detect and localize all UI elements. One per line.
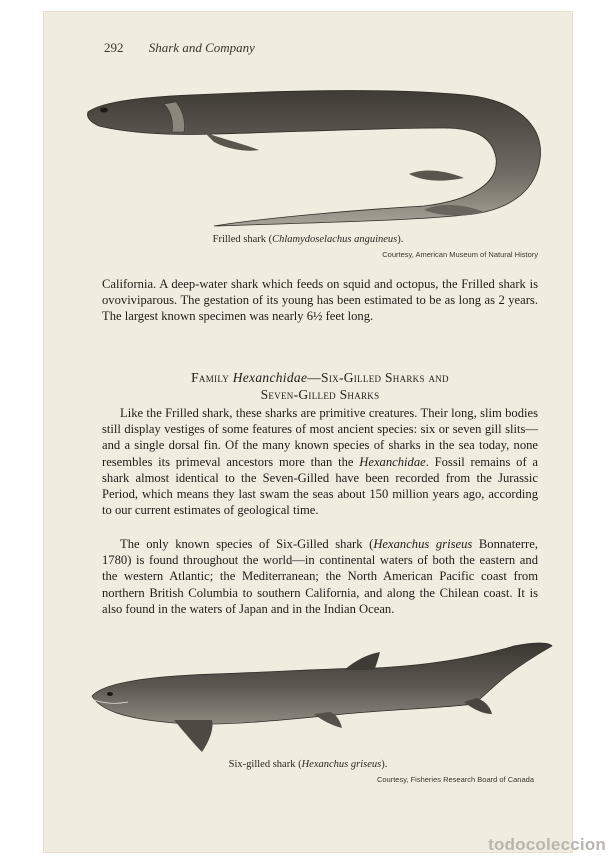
frilled-shark-caption: Frilled shark (Chlamydoselachus anguineus).: [212, 234, 404, 245]
paragraph-frilled-shark: California. A deep-water shark which feeds on squid and octopus, the Frilled shark is ovoviviparous. The gestation of its young has been estimated to be as long as 2 years. The largest known specimen was nearly 6½ feet long.: [102, 277, 538, 324]
section-title: Family Hexanchidae—Six-Gilled Sharks and Seven-Gilled Sharks: [191, 370, 449, 402]
frilled-shark-species: Chlamydoselachus anguineus: [272, 234, 398, 245]
frilled-shark-illustration: [44, 70, 572, 230]
page-number: 292: [104, 40, 124, 55]
page-header: [104, 40, 255, 56]
six-gilled-shark-caption: Six-gilled shark (Hexanchus griseus).: [228, 759, 388, 770]
watermark: todocoleccion: [488, 835, 606, 854]
six-gilled-shark-credit: Courtesy, Fisheries Research Board of Canada: [376, 775, 534, 784]
six-gilled-shark-species: Hexanchus griseus: [301, 759, 382, 770]
six-gilled-shark-illustration: [44, 624, 572, 754]
frilled-shark-credit: Courtesy, American Museum of Natural History: [382, 250, 538, 259]
paragraph-hexanchidae: Like the Frilled shark, these sharks are primitive creatures. Their long, slim bodies still display vestiges of some features of most ancient species: six or seven gill slits—and a single dorsal fin. Of the many known species of sharks in the sea today, none resembles its primeval ancestors more than the Hexanchidae. Fossil remains of a shark almost identical to the Seven-Gilled have been recorded from the Jurassic Period, which means they last swam the seas about 150 million years ago, according to our current estimates of geological time.: [102, 406, 539, 518]
paragraph-six-gilled: The only known species of Six-Gilled shark (Hexanchus griseus Bonnaterre, 1780) is found throughout the world—in continental waters of both the eastern and the western Atlantic; the Mediterranean; the North American Pacific coast from northern British Columbia to southern California, and along the Chilean coast. It is also found in the waters of Japan and in the Indian Ocean.: [102, 537, 538, 616]
book-page: [44, 12, 572, 852]
running-title: Shark and Company: [148, 40, 255, 55]
